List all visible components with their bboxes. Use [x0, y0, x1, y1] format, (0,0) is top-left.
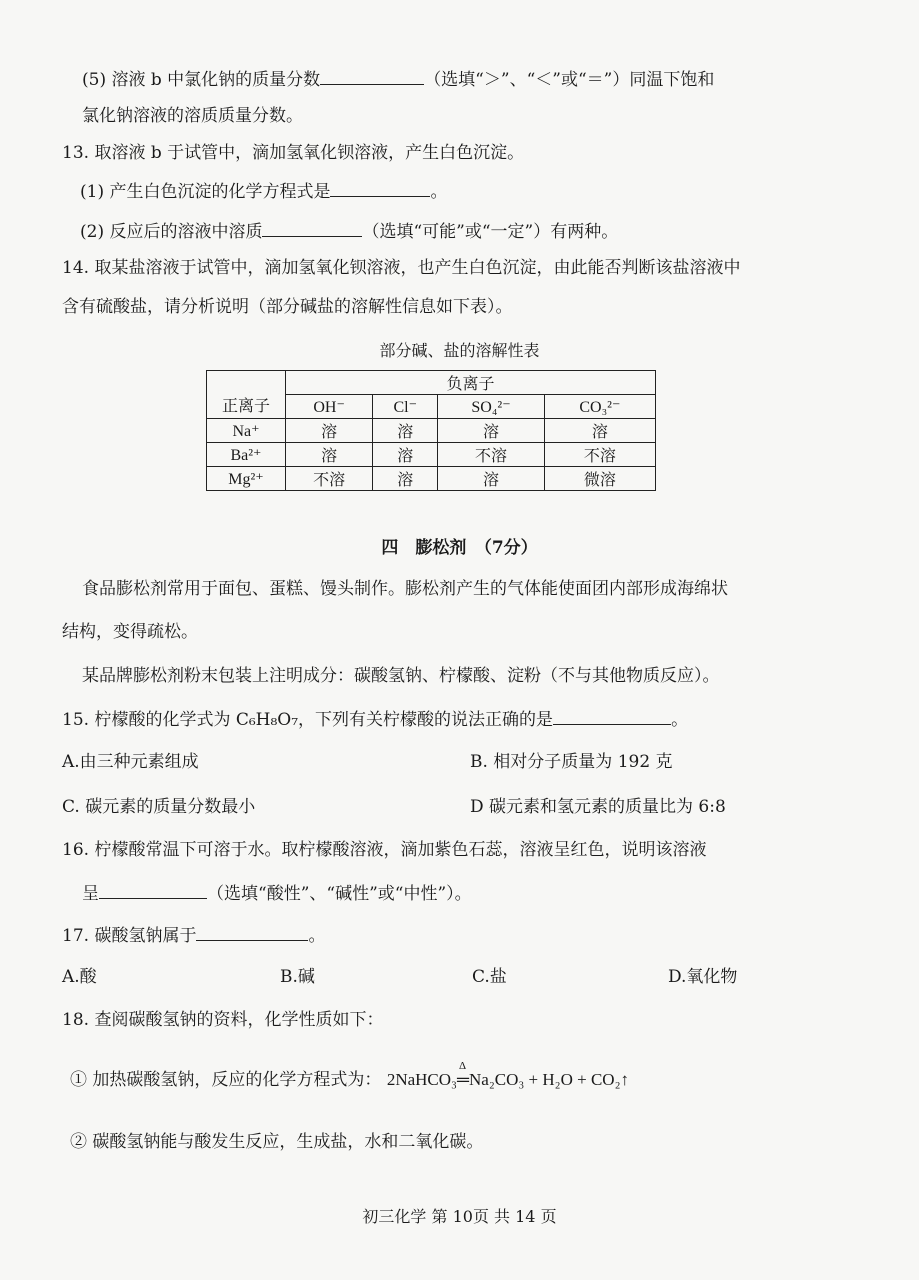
cation-na: Na⁺: [207, 419, 286, 443]
table-cell: 溶: [373, 443, 438, 467]
q18-stem: 18. 查阅碳酸氢钠的资料，化学性质如下：: [62, 1010, 384, 1030]
q15-option-b[interactable]: B. 相对分子质量为 192 克: [470, 752, 673, 772]
cation-mg: Mg²⁺: [207, 467, 286, 491]
answer-blank[interactable]: [99, 880, 207, 899]
reaction-arrow: Δ ═: [456, 1060, 470, 1089]
anion-co3: CO₃²⁻: [544, 395, 655, 419]
table-cell: 溶: [438, 419, 545, 443]
solubility-table: [206, 370, 656, 491]
anion-so4: SO₄²⁻: [438, 395, 545, 419]
q18-item1: ① 加热碳酸氢钠，反应的化学方程式为： 2NaHCO₃ Δ ═Na₂CO₃ + H₂O + CO₂↑: [70, 1060, 630, 1090]
table-cell: 不溶: [544, 443, 655, 467]
section-intro-line2: 结构，变得疏松。: [62, 622, 198, 642]
q13-stem: 13. 取溶液 b 于试管中，滴加氢氧化钡溶液，产生白色沉淀。: [62, 143, 525, 163]
q12-5-line1: (5) 溶液 b 中氯化钠的质量分数 （选填“＞”、“＜”或“＝”）同温下饱和: [82, 66, 714, 92]
table-cell: 溶: [544, 419, 655, 443]
answer-blank[interactable]: [196, 922, 308, 941]
table-cell: 不溶: [286, 467, 373, 491]
equation: 2NaHCO₃ Δ ═Na₂CO₃ + H₂O + CO₂↑: [387, 1070, 629, 1089]
table-cell: 溶: [373, 419, 438, 443]
page-footer: 初三化学 第 10页 共 14 页: [362, 1207, 557, 1226]
section-intro-line3: 某品牌膨松剂粉末包装上注明成分：碳酸氢钠、柠檬酸、淀粉（不与其他物质反应）。: [82, 666, 720, 686]
q17-option-d[interactable]: D.氧化物: [668, 967, 738, 987]
q16-line2: 呈 （选填“酸性”、“碱性”或“中性”）。: [82, 880, 472, 906]
q18-item2: ② 碳酸氢钠能与酸发生反应，生成盐，水和二氧化碳。: [70, 1132, 484, 1152]
q17-option-a[interactable]: A.酸: [62, 967, 97, 987]
table-cell: 微溶: [544, 467, 655, 491]
q17-option-c[interactable]: C.盐: [472, 967, 507, 987]
q13-part2: (2) 反应后的溶液中溶质 （选填“可能”或“一定”）有两种。: [80, 218, 618, 244]
q14-line1: 14. 取某盐溶液于试管中，滴加氢氧化钡溶液，也产生白色沉淀，由此能否判断该盐溶液中: [62, 258, 741, 278]
q13-part1: (1) 产生白色沉淀的化学方程式是 。: [80, 178, 447, 204]
q15-stem: 15. 柠檬酸的化学式为 C₆H₈O₇，下列有关柠檬酸的说法正确的是 。: [62, 706, 688, 732]
anion-cl: Cl⁻: [373, 395, 438, 419]
answer-blank[interactable]: [262, 218, 362, 237]
q15-option-c[interactable]: C. 碳元素的质量分数最小: [62, 797, 256, 817]
answer-blank[interactable]: [320, 66, 424, 85]
anion-oh: OH⁻: [286, 395, 373, 419]
q12-5-line2: 氯化钠溶液的溶质质量分数。: [82, 106, 303, 126]
section-title: 四 膨松剂 （7分）: [381, 538, 538, 558]
q15-option-a[interactable]: A.由三种元素组成: [62, 752, 199, 772]
table-cell: 溶: [373, 467, 438, 491]
table-cell: 溶: [438, 467, 545, 491]
corner-cell: 正离子: [207, 371, 286, 419]
q15-option-d[interactable]: D 碳元素和氢元素的质量比为 6:8: [470, 797, 726, 817]
q17-option-b[interactable]: B.碱: [280, 967, 315, 987]
table-cell: 不溶: [438, 443, 545, 467]
answer-blank[interactable]: [553, 706, 671, 725]
q14-line2: 含有硫酸盐，请分析说明（部分碱盐的溶解性信息如下表）。: [62, 297, 513, 317]
q16-line1: 16. 柠檬酸常温下可溶于水。取柠檬酸溶液，滴加紫色石蕊，溶液呈红色，说明该溶液: [62, 840, 707, 860]
answer-blank[interactable]: [330, 178, 430, 197]
anion-header: 负离子: [286, 371, 656, 395]
q17-stem: 17. 碳酸氢钠属于 。: [62, 922, 325, 948]
table-cell: 溶: [286, 443, 373, 467]
cation-ba: Ba²⁺: [207, 443, 286, 467]
table-title: 部分碱、盐的溶解性表: [379, 341, 540, 360]
table-cell: 溶: [286, 419, 373, 443]
section-intro-line1: 食品膨松剂常用于面包、蛋糕、馒头制作。膨松剂产生的气体能使面团内部形成海绵状: [82, 579, 728, 599]
